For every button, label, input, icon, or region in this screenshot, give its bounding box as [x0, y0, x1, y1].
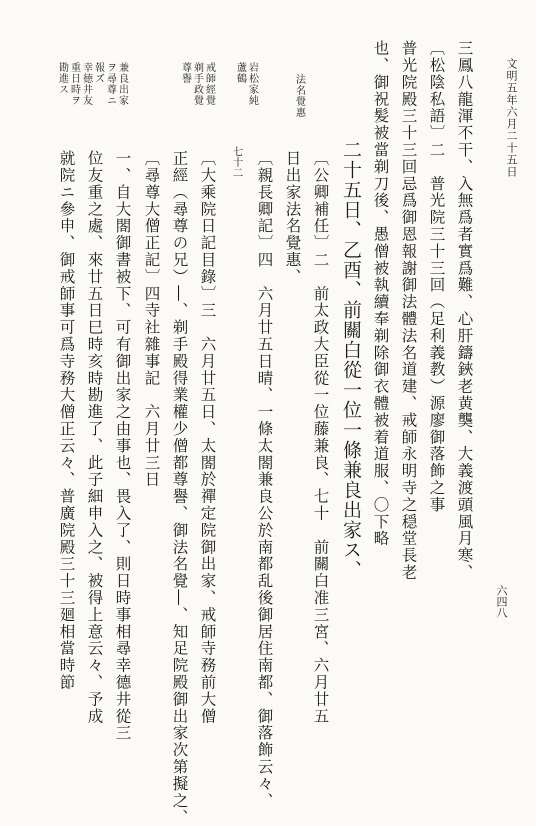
- body-column-10: 〔大乘院日記目錄〕三 六月廿五日、太閤於禪定院御出家、戒師寺務前大僧: [198, 150, 217, 725]
- body-column-7: 日出家法名覺惠、: [283, 150, 302, 286]
- body-column-11: 正經（尋尊の兄）―、剃手殿得業權少僧都尊譽、御法名覺―、知足院殿御出家次第擬之、: [170, 150, 189, 826]
- body-column-15: 就院ニ參申、御戒師事可爲寺務大僧正云々、普廣院殿三十三廻相當時節: [57, 150, 76, 691]
- margin-note-d-4: 幸徳井友: [80, 62, 92, 106]
- page-number: 六四八: [495, 585, 508, 618]
- body-column-4: 也、御祝髪被當剃刀後、愚僧被執續奉剃除御衣體被着道服、〇下略: [371, 40, 390, 547]
- body-column-9: 七十二: [231, 146, 244, 178]
- margin-note-d-6: 勘進ス: [56, 62, 68, 95]
- body-column-8: 〔親長卿記〕四 六月廿五日晴、一條太閤兼良公於南都乱後御居住南都、御落飾云々、: [255, 150, 274, 810]
- margin-note-c-3: 尊譽: [179, 62, 191, 84]
- margin-note-c-2: 剃手政覺: [191, 62, 203, 106]
- body-column-1: 三鳳八龍渾不干、入無爲者實爲難、心肝鑄鋏老黄龑、大義渡頭風月寒、: [455, 40, 474, 581]
- margin-note-a: 法名覺惠: [293, 74, 305, 118]
- running-head: 文明五年六月二十五日: [505, 58, 518, 178]
- margin-note-b-2: 蘆鶴: [234, 62, 246, 84]
- body-column-12: 〔尋尊大僧正記〕四寺社雜事記 六月廿三日: [142, 150, 161, 488]
- body-column-6: 〔公卿補任〕二 前太政大臣從一位藤兼良、七十 前關白准三宮、六月廿五: [311, 150, 330, 725]
- body-column-3: 普光院殿三十三回忌爲御恩報謝御法體法名道建、戒師永明寺之穏堂長老: [399, 40, 418, 581]
- body-column-2: 〔松陰私語〕二 普光院三十三回（足利義教）源廖御落飾之事: [427, 40, 446, 514]
- body-column-14: 位友重之處、來廿五日巳時亥時勘進了、此子細申入之、被得上意云々、予成: [85, 150, 104, 725]
- body-column-13: 一、自大閤御書被下、可有御出家之由事也、畏入了、則日時事相尋幸德井從三: [113, 150, 132, 742]
- body-column-5: 二十五日、乙酉、前關白從一位一條兼良出家ス、: [340, 140, 362, 580]
- margin-note-d-2: ヲ尋尊ニ: [104, 62, 116, 106]
- margin-note-d-1: 兼良出家: [116, 62, 128, 106]
- margin-note-c-1: 戒師經覺: [203, 62, 215, 106]
- margin-note-b-1: 岩松家純: [246, 62, 258, 106]
- margin-note-d-5: 重日時ヲ: [68, 62, 80, 106]
- margin-note-d-3: 報ズ: [92, 62, 104, 84]
